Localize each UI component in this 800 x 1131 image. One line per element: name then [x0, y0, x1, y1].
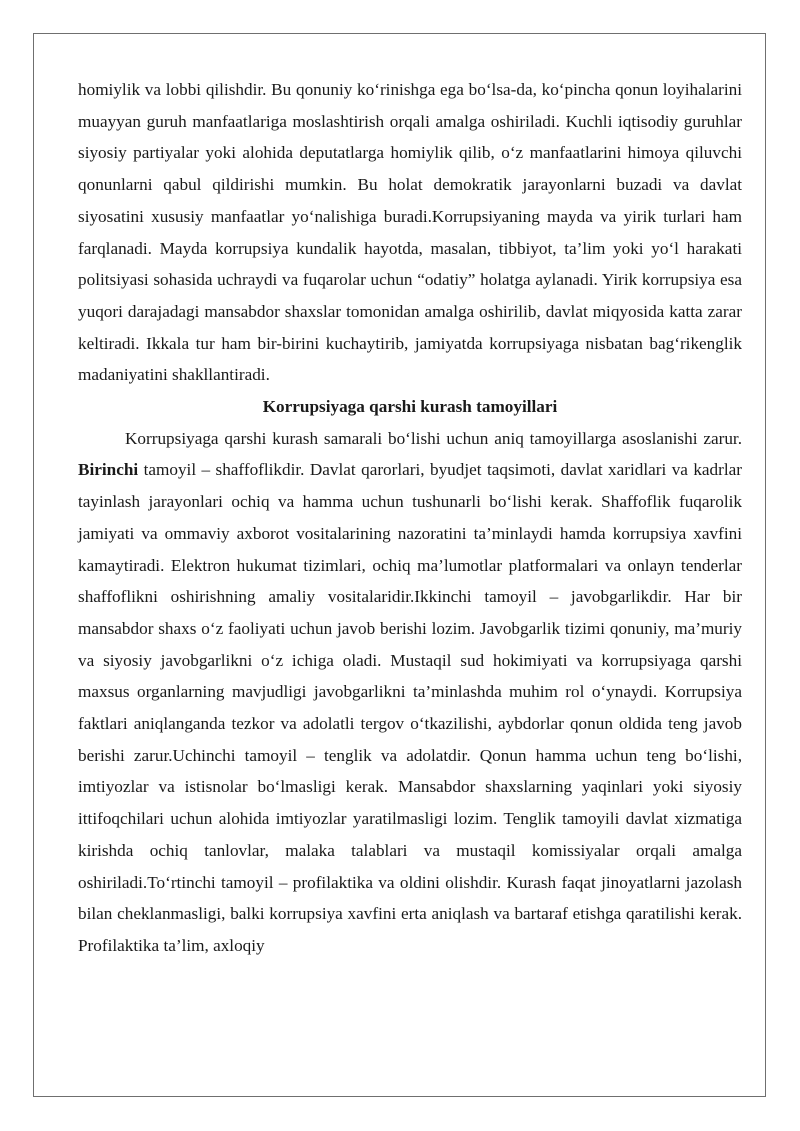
- paragraph-continuation: homiylik va lobbi qilishdir. Bu qonuniy ko‘rinishga ega bo‘lsa-da, ko‘pincha qonun loyihalarini muayyan guruh manfaatlariga moslashtirish orqali amalga oshiriladi. Kuchli iqtisodiy guruhlar siyosiy partiyalar yoki alohida deputatlarga homiylik qilib, o‘z manfaatlarini himoya qiluvchi qonunlarni qabul qildirishi mumkin. Bu holat demokratik jarayonlarni buzadi va davlat siyosatini xususiy manfaatlar yo‘nalishiga buradi.Korrupsiyaning mayda va yirik turlari ham farqlanadi. Mayda korrupsiya kundalik hayotda, masalan, tibbiyot, ta’lim yoki yo‘l harakati politsiyasi sohasida uchraydi va fuqarolar uchun “odatiy” holatga aylanadi. Yirik korrupsiya esa yuqori darajadagi mansabdor shaxslar tomonidan amalga oshirilib, davlat miqyosida katta zarar keltiradi. Ikkala tur ham bir-birini kuchaytirib, jamiyatda korrupsiyaga nisbatan bag‘rikenglik madaniyatini shakllantiradi.: [78, 80, 742, 385]
- paragraph-principles: [78, 423, 742, 962]
- document-body: [78, 74, 742, 962]
- paragraph-text-rest: tamoyil – shaffoflikdir. Davlat qarorlari, byudjet taqsimoti, davlat xaridlari va kadrlar tayinlash jarayonlari ochiq va hamma uchun tushunarli bo‘lishi kerak. Shaffoflik fuqarolik jamiyati va ommaviy axborot vositalarining nazoratini ta’minlaydi hamda korrupsiya xavfini kamaytiradi. Elektron hukumat tizimlari, ochiq ma’lumotlar platformalari va onlayn tenderlar shaffoflikni oshirishning amaliy vositalaridir.Ikkinchi tamoyil – javobgarlikdir. Har bir mansabdor shaxs o‘z faoliyati uchun javob berishi lozim. Javobgarlik tizimi qonuniy, ma’muriy va siyosiy javobgarlikni o‘z ichiga oladi. Mustaqil sud hokimiyati va korrupsiyaga qarshi maxsus organlarning mavjudligi javobgarlikni ta’minlashda muhim rol o‘ynaydi. Korrupsiya faktlari aniqlanganda tezkor va adolatli tergov o‘tkazilishi, aybdorlar qonun oldida teng javob berishi zarur.Uchinchi tamoyil – tenglik va adolatdir. Qonun hamma uchun teng bo‘lishi, imtiyozlar va istisnolar bo‘lmasligi kerak. Mansabdor shaxslarning yaqinlari yoki siyosiy ittifoqchilari uchun alohida imtiyozlar yaratilmasligi lozim. Tenglik tamoyili davlat xizmatiga kirishda ochiq tanlovlar, malaka talablari va mustaqil komissiyalar orqali amalga oshiriladi.To‘rtinchi tamoyil – profilaktika va oldini olishdir. Kurash faqat jinoyatlarni jazolash bilan cheklanmasligi, balki korrupsiya xavfini erta aniqlash va bartaraf etishga qaratilishi kerak. Profilaktika ta’lim, axloqiy: [78, 460, 742, 955]
- section-heading: Korrupsiyaga qarshi kurash tamoyillari: [262, 397, 558, 417]
- paragraph-text-start: Korrupsiyaga qarshi kurash samarali bo‘lishi uchun aniq tamoyillarga asoslanishi zarur.: [125, 428, 742, 448]
- bold-word: Birinchi: [78, 460, 139, 480]
